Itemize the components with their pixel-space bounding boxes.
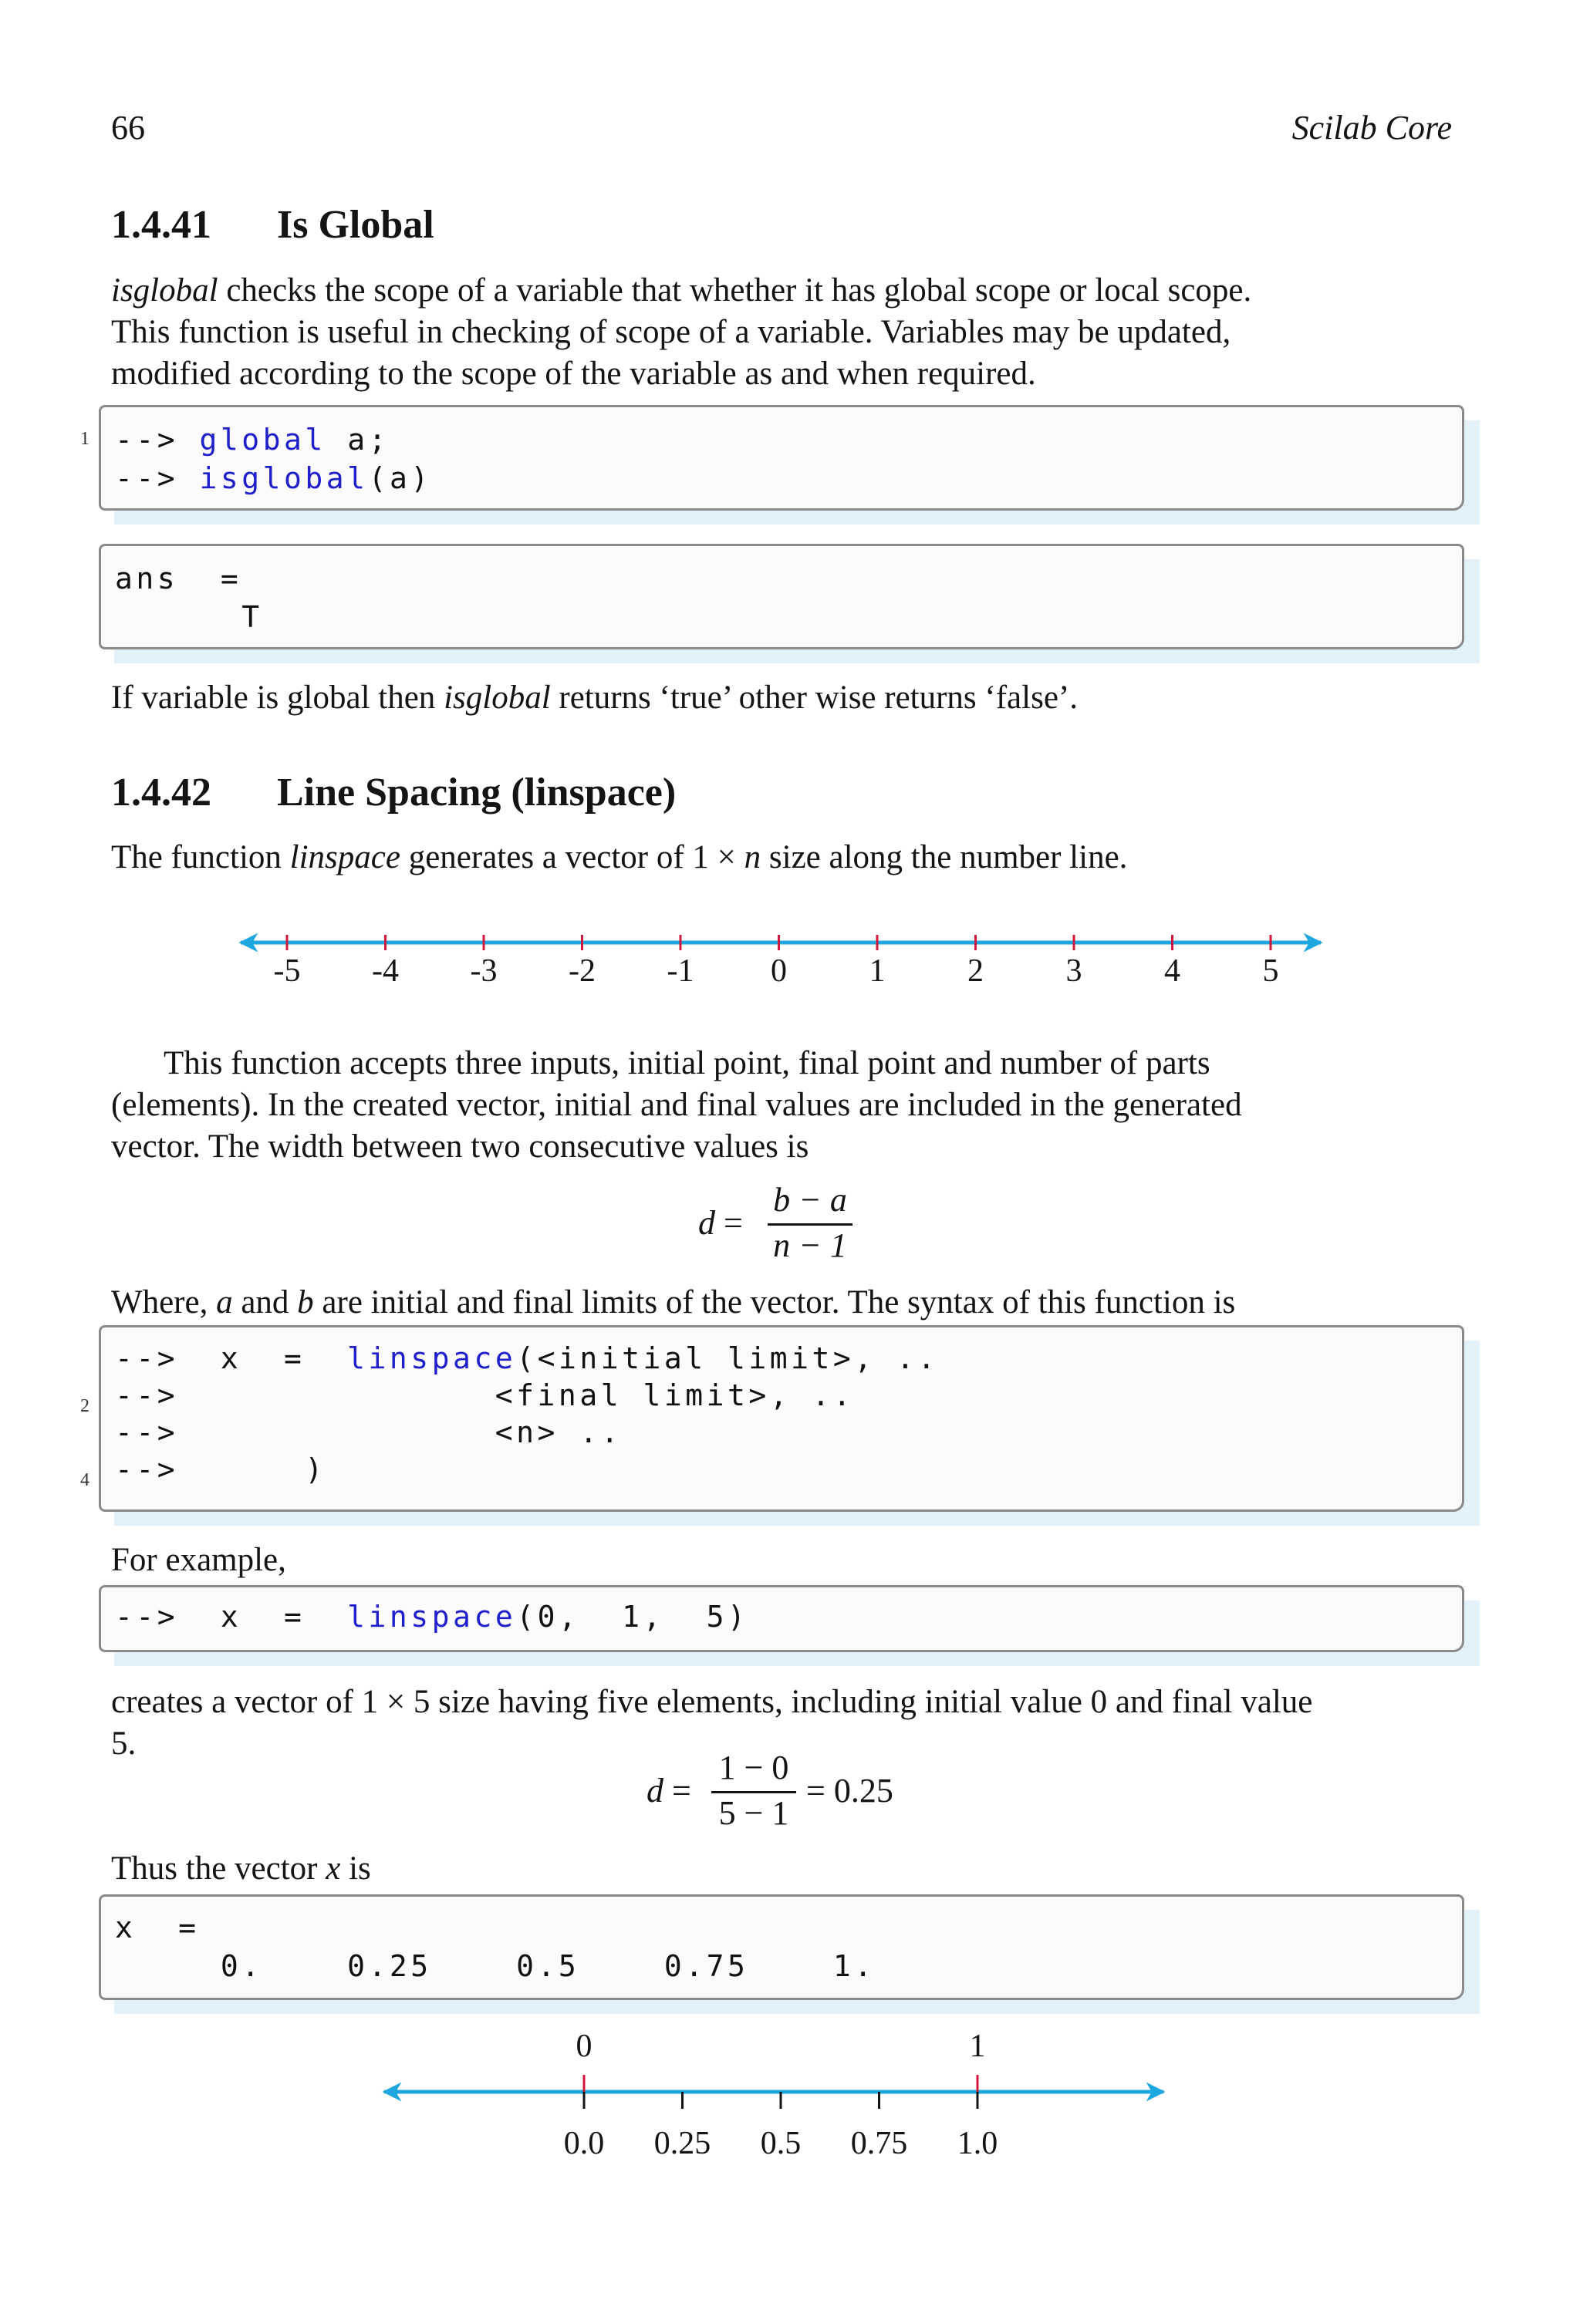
tick-label: 5 [1262, 953, 1279, 989]
tick-label: 0.5 [760, 2126, 802, 2161]
line-number: 2 [80, 1396, 89, 1416]
tick-label: 3 [1065, 953, 1082, 989]
is-global-outro [111, 677, 1453, 719]
var-n: n [744, 839, 761, 875]
intro-em: isglobal [111, 272, 218, 309]
output-block-x [99, 1894, 1464, 2000]
code-line: --> global a; [115, 423, 390, 457]
tick-label: -5 [273, 953, 301, 989]
formula-d-lhs: d = [698, 1204, 743, 1242]
var-a: a [216, 1284, 233, 1321]
intro-text: checks the scope of a variable that whether it has global scope or local scope. [218, 272, 1252, 309]
code-line: --> x = linspace(<initial limit>, .. [115, 1341, 939, 1375]
line-number: 4 [80, 1470, 89, 1490]
tick-label: 0 [771, 953, 787, 989]
where-line: Where, a and b are initial and final limits of the vector. The syntax of this function is [111, 1284, 1236, 1321]
para-line: creates a vector of 1 × 5 size having five elements, including initial value 0 and final value [111, 1684, 1313, 1720]
intro-line-1 [111, 270, 1453, 312]
code-block-linspace-syntax [99, 1325, 1464, 1512]
tick-label: -1 [667, 953, 694, 989]
code-keyword: isglobal [199, 461, 369, 495]
line-number: 1 [80, 429, 89, 449]
for-example: For example, [111, 1542, 286, 1578]
code-line: --> isglobal(a) [115, 461, 432, 495]
output-block-ans [99, 544, 1464, 649]
fraction-numerator: 1 − 0 [718, 1749, 789, 1786]
fraction-numerator: b − a [773, 1181, 847, 1219]
tick-label: 2 [967, 953, 984, 989]
formula-d-fraction [768, 1180, 852, 1265]
code-keyword: global [199, 423, 326, 457]
code-line: --> ) [115, 1452, 326, 1486]
var-b: b [297, 1284, 314, 1321]
tick-label: -4 [372, 953, 399, 989]
para-line: 5. [111, 1725, 137, 1762]
number-line-integers [0, 918, 1580, 1010]
section-title: Line Spacing (linspace) [277, 771, 677, 815]
tick-label: 4 [1164, 953, 1180, 989]
para-line: (elements). In the created vector, initial and final values are included in the generated [111, 1087, 1242, 1123]
fraction-denominator: n − 1 [773, 1226, 847, 1264]
formula-d2-lhs: d = [647, 1772, 691, 1810]
page-number: 66 [111, 109, 145, 147]
code-block-isglobal [99, 405, 1464, 511]
tick-label: 0.0 [563, 2126, 605, 2161]
fraction-denominator: 5 − 1 [718, 1794, 789, 1832]
tick-label: -3 [470, 953, 498, 989]
var-x: x [326, 1850, 341, 1887]
intro-text: This function is useful in checking of scope of a variable. Variables may be updated, [111, 314, 1231, 350]
thus-line: Thus the vector x is [111, 1850, 371, 1887]
section-title: Is Global [277, 203, 434, 247]
para-line: vector. The width between two consecutive values is [111, 1128, 809, 1165]
intro-line-3 [111, 353, 1453, 395]
outro-text: returns ‘true’ other wise returns ‘false’. [550, 680, 1078, 716]
intro-text: modified according to the scope of the variable as and when required. [111, 356, 1036, 392]
fraction-bar [768, 1223, 852, 1226]
fraction-bar [711, 1791, 796, 1793]
endpoint-label: 0 [576, 2029, 592, 2064]
formula-d2-fraction [711, 1748, 796, 1833]
section-heading-linspace [111, 770, 676, 815]
code-line: --> <final limit>, .. [115, 1378, 855, 1412]
output-line: ans = [115, 562, 242, 595]
linspace-description [111, 1043, 1453, 1168]
linspace-intro: The function linspace generates a vector of 1 × n size along the number line. [111, 839, 1128, 875]
output-line: x = [115, 1911, 200, 1945]
para-line: This function accepts three inputs, initial point, final point and number of parts [164, 1045, 1210, 1081]
tick-label: 1 [869, 953, 886, 989]
output-line: T [115, 600, 263, 634]
outro-text: If variable is global then [111, 680, 444, 716]
intro-em: linspace [289, 839, 400, 875]
outro-em: isglobal [444, 680, 551, 716]
code-line: --> x = linspace(0, 1, 5) [115, 1600, 749, 1634]
tick-label: 1.0 [957, 2126, 998, 2161]
code-keyword: linspace [347, 1341, 517, 1375]
number-line-linspace [0, 2021, 1580, 2175]
intro-line-2 [111, 312, 1453, 353]
section-number: 1.4.42 [111, 771, 211, 815]
code-block-linspace-example [99, 1585, 1464, 1652]
tick-label: 0.75 [850, 2126, 908, 2161]
running-title: Scilab Core [1291, 109, 1452, 147]
tick-label: -2 [569, 953, 596, 989]
tick-label: 0.25 [653, 2126, 711, 2161]
code-keyword: linspace [347, 1600, 517, 1634]
is-global-intro [111, 270, 1453, 395]
output-line: 0. 0.25 0.5 0.75 1. [115, 1949, 876, 1983]
code-line: --> <n> .. [115, 1415, 623, 1449]
section-number: 1.4.41 [111, 203, 211, 247]
formula-d2-rhs: = 0.25 [806, 1772, 893, 1810]
section-heading-is-global [111, 202, 434, 248]
endpoint-label: 1 [969, 2029, 986, 2064]
